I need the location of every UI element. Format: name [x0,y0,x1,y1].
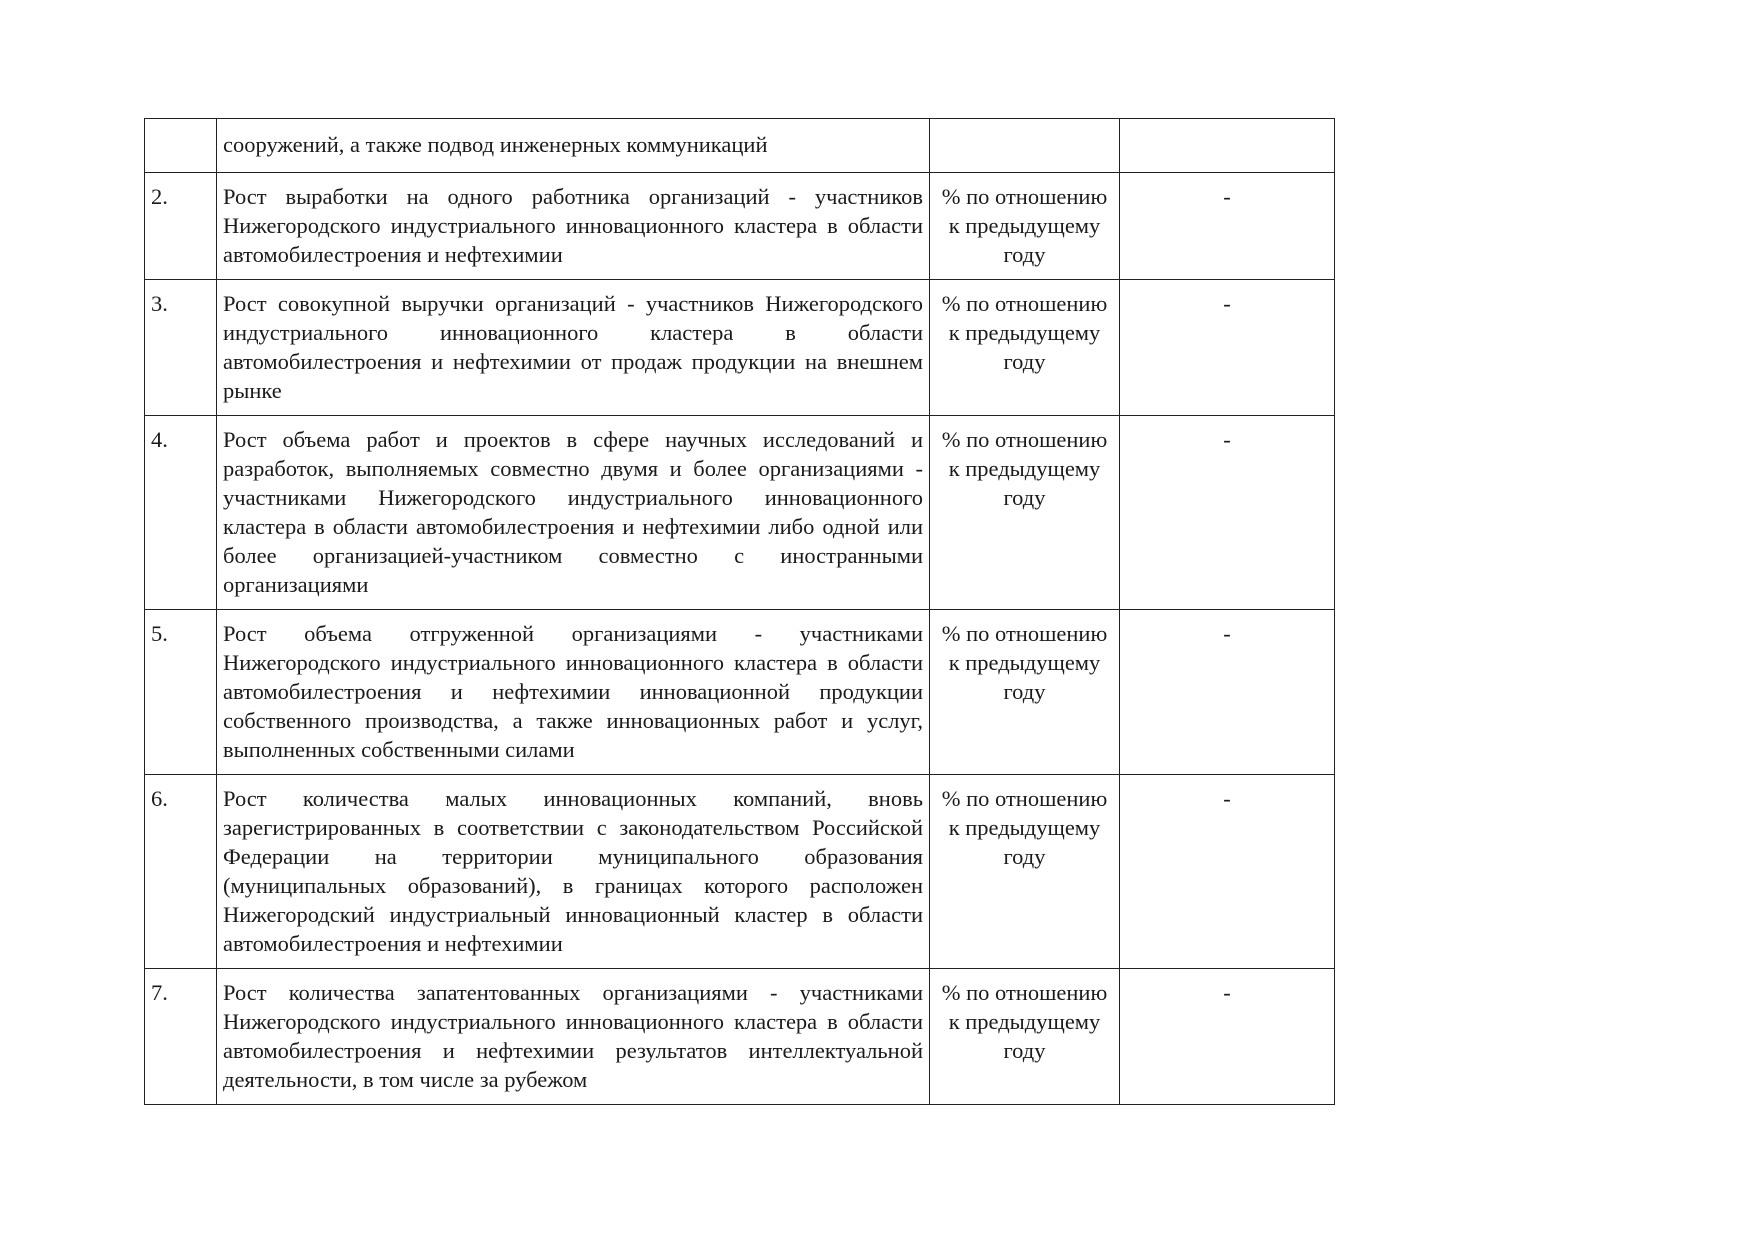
row-number: 6. [145,775,217,969]
row-value: - [1120,416,1335,610]
row-description: Рост количества запатентованных организациями - участниками Нижегородского индустриального инновационного кластера в области автомобилестроения и нефтехимии результатов интеллектуальной деятельности, в том числе за рубежом [217,969,930,1105]
table-row [145,280,1335,416]
row-description: сооружений, а также подвод инженерных коммуникаций [217,119,930,173]
row-value [1120,119,1335,173]
row-unit [930,119,1120,173]
row-description: Рост объема работ и проектов в сфере научных исследований и разработок, выполняемых совместно двумя и более организациями - участниками Нижегородского индустриального инновационного кластера в области автомобилестроения и нефтехимии либо одной или более организацией-участником совместно с иностранными организациями [217,416,930,610]
table-row [145,416,1335,610]
row-description: Рост количества малых инновационных компаний, вновь зарегистрированных в соответствии с законодательством Российской Федерации на территории муниципального образования (муниципальных образований), в границах которого расположен Нижегородский индустриальный инновационный кластер в области автомобилестроения и нефтехимии [217,775,930,969]
row-number: 7. [145,969,217,1105]
row-unit: % по отношению к предыдущему году [930,969,1120,1105]
row-value: - [1120,610,1335,775]
row-unit: % по отношению к предыдущему году [930,416,1120,610]
row-value: - [1120,173,1335,280]
row-description: Рост объема отгруженной организациями - участниками Нижегородского индустриального инновационного кластера в области автомобилестроения и нефтехимии инновационной продукции собственного производства, а также инновационных работ и услуг, выполненных собственными силами [217,610,930,775]
row-description: Рост выработки на одного работника организаций - участников Нижегородского индустриального инновационного кластера в области автомобилестроения и нефтехимии [217,173,930,280]
table-row [145,775,1335,969]
row-number: 5. [145,610,217,775]
row-unit: % по отношению к предыдущему году [930,173,1120,280]
row-value: - [1120,280,1335,416]
row-value: - [1120,969,1335,1105]
row-number: 3. [145,280,217,416]
row-unit: % по отношению к предыдущему году [930,280,1120,416]
row-number: 4. [145,416,217,610]
row-value: - [1120,775,1335,969]
table-row [145,969,1335,1105]
row-unit: % по отношению к предыдущему году [930,610,1120,775]
indicators-table [144,118,1335,1105]
row-unit: % по отношению к предыдущему году [930,775,1120,969]
table-row [145,610,1335,775]
row-number [145,119,217,173]
row-number: 2. [145,173,217,280]
table-row-continuation [145,119,1335,173]
table-row [145,173,1335,280]
row-description: Рост совокупной выручки организаций - участников Нижегородского индустриального инновационного кластера в области автомобилестроения и нефтехимии от продаж продукции на внешнем рынке [217,280,930,416]
